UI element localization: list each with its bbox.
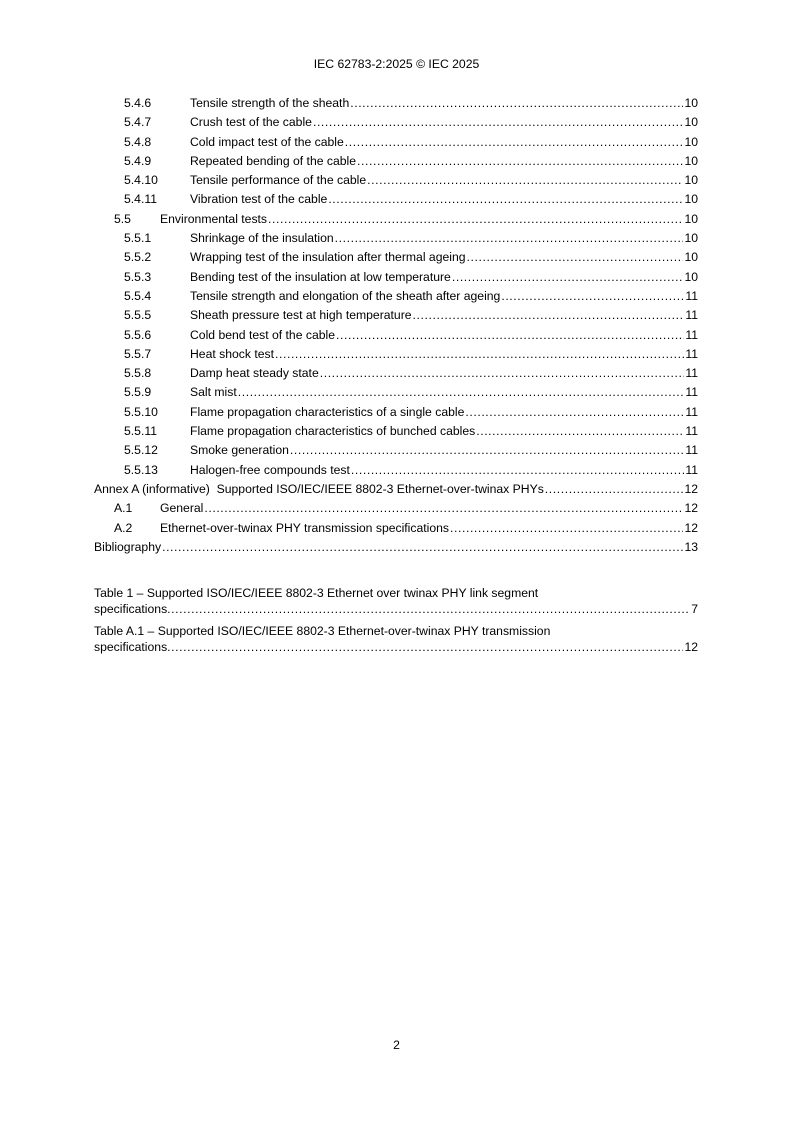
toc-number: 5.5.11: [124, 424, 157, 439]
toc-number: 5.5.2: [124, 250, 152, 265]
table-caption: Table A.1 – Supported ISO/IEC/IEEE 8802-3 Ethernet-over-twinax PHY transmission: [94, 624, 551, 638]
toc-entry[interactable]: [94, 248, 698, 267]
toc-number: 5.5.5: [124, 308, 152, 323]
toc-page: 11: [685, 404, 698, 419]
toc-number: 5.5.3: [124, 269, 152, 284]
toc-title: Bending test of the insulation at low temperature: [190, 268, 452, 287]
toc-entry[interactable]: [94, 499, 698, 518]
toc-entry[interactable]: [94, 210, 698, 229]
toc-entry[interactable]: [94, 133, 698, 152]
toc-number: 5.4.7: [124, 115, 152, 130]
page-header: IEC 62783-2:2025 © IEC 2025: [313, 57, 480, 71]
toc-entry[interactable]: [94, 113, 698, 132]
table-of-contents: [94, 94, 698, 557]
toc-entry-bibliography[interactable]: [94, 538, 698, 557]
toc-entry[interactable]: [94, 519, 698, 538]
toc-entry-annex[interactable]: [94, 480, 698, 499]
toc-title: General: [160, 499, 204, 518]
toc-page: 11: [685, 346, 698, 361]
toc-title: Halogen-free compounds test: [190, 461, 351, 480]
toc-number: 5.4.6: [124, 96, 152, 110]
toc-entry[interactable]: [94, 364, 698, 383]
toc-entry[interactable]: [94, 461, 698, 480]
toc-number: 5.5.10: [124, 404, 158, 419]
toc-number: A.2: [114, 520, 133, 535]
toc-page: 11: [685, 385, 698, 400]
toc-entry[interactable]: [94, 171, 698, 190]
list-of-tables: [94, 585, 698, 661]
toc-page: 12: [684, 501, 698, 516]
toc-title: Flame propagation characteristics of a single cable: [190, 403, 465, 422]
toc-title: Vibration test of the cable: [190, 190, 328, 209]
toc-entry[interactable]: [94, 287, 698, 306]
toc-entry[interactable]: [94, 268, 698, 287]
toc-title: Crush test of the cable: [190, 113, 313, 132]
toc-number: 5.4.8: [124, 134, 152, 149]
toc-page: 11: [685, 308, 698, 323]
toc-page: 12: [684, 481, 698, 496]
toc-title: Heat shock test: [190, 345, 275, 364]
table-page: 12: [684, 640, 698, 654]
toc-page: 10: [684, 115, 698, 130]
toc-title: Salt mist: [190, 383, 238, 402]
toc-number: 5.5.13: [124, 462, 158, 477]
page-number: 2: [393, 1038, 400, 1052]
toc-entry[interactable]: [94, 306, 698, 325]
table-caption: Table 1 – Supported ISO/IEC/IEEE 8802-3 Ethernet over twinax PHY link segment: [94, 586, 539, 600]
toc-entry[interactable]: [94, 326, 698, 345]
toc-page: 10: [684, 211, 698, 226]
toc-entry[interactable]: [94, 345, 698, 364]
toc-page: 10: [684, 231, 698, 246]
toc-entry[interactable]: [94, 441, 698, 460]
toc-page: 11: [685, 424, 698, 439]
toc-page: 10: [684, 173, 698, 188]
toc-title: Shrinkage of the insulation: [190, 229, 335, 248]
toc-page: 11: [685, 327, 698, 342]
toc-number: 5.4.9: [124, 153, 152, 168]
toc-title: Bibliography: [94, 538, 162, 557]
toc-title: Tensile strength of the sheath: [190, 94, 350, 113]
toc-entry[interactable]: [94, 422, 698, 441]
toc-page: 11: [685, 443, 698, 458]
toc-title: Cold bend test of the cable: [190, 326, 336, 345]
toc-page: 12: [684, 520, 698, 535]
toc-page: 10: [684, 250, 698, 265]
toc-title: Cold impact test of the cable: [190, 133, 345, 152]
toc-page: 10: [684, 269, 698, 284]
toc-number: 5.4.10: [124, 173, 158, 188]
toc-title: Sheath pressure test at high temperature: [190, 306, 413, 325]
toc-page: 10: [684, 96, 698, 110]
toc-page: 10: [684, 192, 698, 207]
toc-number: 5.5.12: [124, 443, 158, 458]
toc-page: 10: [684, 134, 698, 149]
toc-number: 5.5.9: [124, 385, 152, 400]
toc-title: Smoke generation: [190, 441, 290, 460]
toc-number: 5.5.1: [124, 231, 152, 246]
toc-number: 5.4.11: [124, 192, 157, 207]
toc-number: 5.5.4: [124, 288, 152, 303]
toc-title: Flame propagation characteristics of bunched cables: [190, 422, 476, 441]
toc-page: 11: [685, 366, 698, 381]
toc-number: 5.5.7: [124, 346, 152, 361]
table-caption-cont: specifications: [94, 640, 168, 654]
table-list-entry[interactable]: [94, 623, 698, 655]
toc-page: 11: [685, 288, 698, 303]
toc-title: Damp heat steady state: [190, 364, 320, 383]
toc-title: Wrapping test of the insulation after thermal ageing: [190, 248, 467, 267]
toc-number: A.1: [114, 501, 133, 516]
toc-title: Tensile performance of the cable: [190, 171, 367, 190]
toc-entry[interactable]: [94, 383, 698, 402]
toc-entry[interactable]: [94, 94, 698, 113]
toc-entry[interactable]: [94, 190, 698, 209]
toc-title: Repeated bending of the cable: [190, 152, 357, 171]
toc-title: Tensile strength and elongation of the sheath after ageing: [190, 287, 501, 306]
toc-page: 13: [684, 539, 698, 554]
toc-number: 5.5: [114, 211, 131, 226]
toc-number: 5.5.8: [124, 366, 152, 381]
toc-entry[interactable]: [94, 229, 698, 248]
toc-page: 11: [685, 462, 698, 477]
toc-title: Annex A (informative) Supported ISO/IEC/IEEE 8802-3 Ethernet-over-twinax PHYs: [94, 480, 545, 499]
toc-entry[interactable]: [94, 403, 698, 422]
table-caption-cont: specifications: [94, 602, 168, 616]
table-page: 7: [691, 602, 698, 616]
table-list-entry[interactable]: [94, 585, 698, 617]
toc-page: 10: [684, 153, 698, 168]
toc-title: Environmental tests: [160, 210, 268, 229]
toc-title: Ethernet-over-twinax PHY transmission specifications: [160, 519, 450, 538]
toc-entry[interactable]: [94, 152, 698, 171]
toc-number: 5.5.6: [124, 327, 152, 342]
